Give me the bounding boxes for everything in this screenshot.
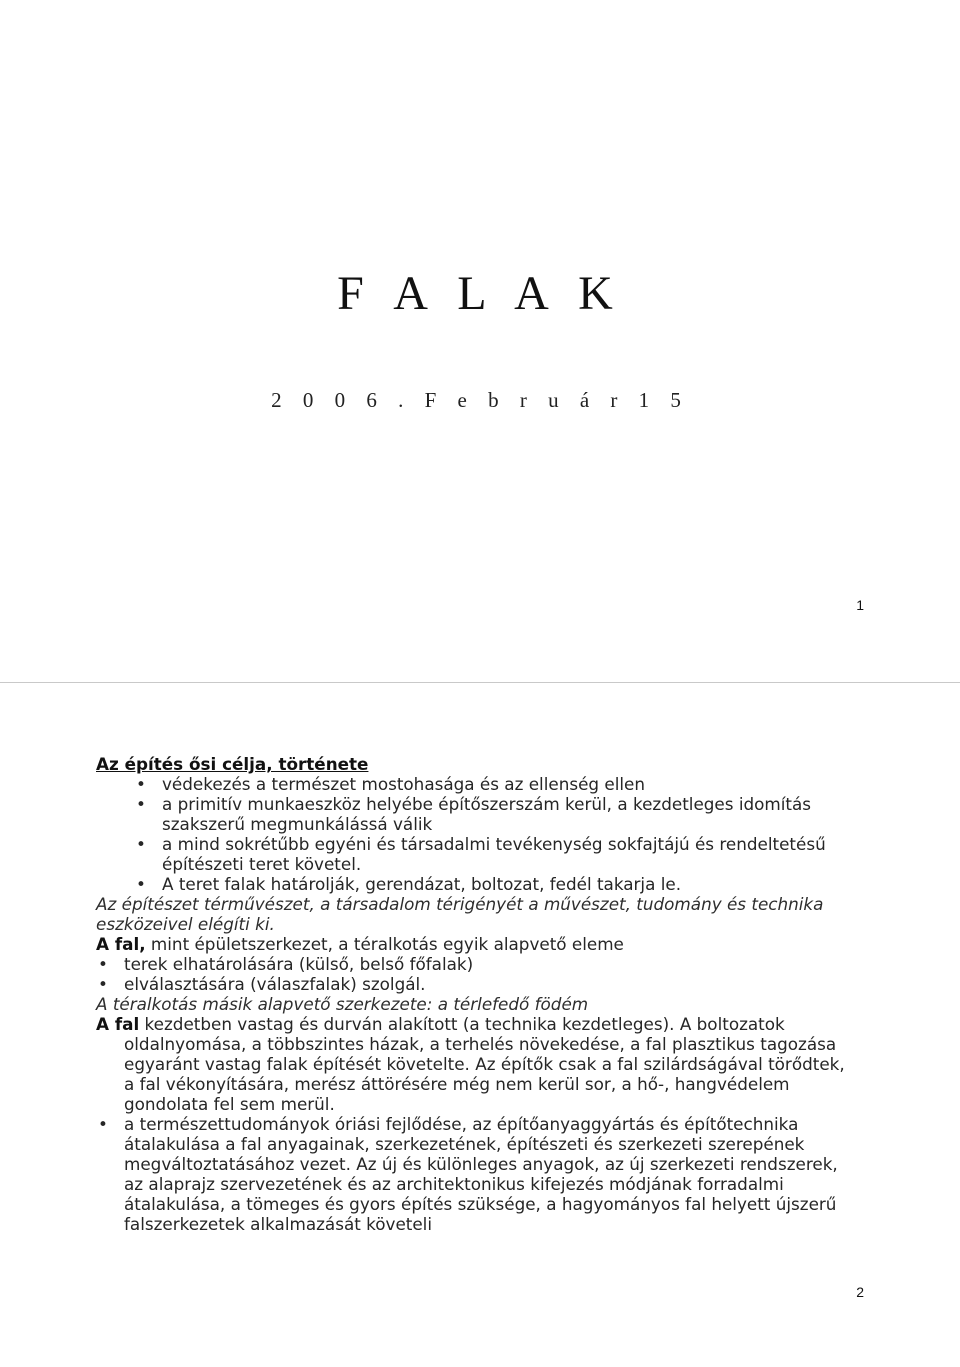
list-item: • terek elhatárolására (külső, belső főfalak) [96, 954, 856, 974]
page-number: 2 [856, 1284, 864, 1300]
wall-term-2: A fal [96, 1014, 140, 1034]
section-heading: Az építés ősi célja, története [96, 754, 369, 774]
list-item: • elválasztására (válaszfalak) szolgál. [96, 974, 856, 994]
wall-term: A fal, [96, 934, 146, 954]
list-item: • a primitív munkaeszköz helyébe építőszerszám kerül, a kezdetleges idomítás szakszerű megmunkálássá válik [96, 794, 856, 834]
page-number: 1 [856, 597, 864, 613]
list-item: • a természettudományok óriási fejlődése, az építőanyaggyártás és építőtechnika átalakulása a fal anyagainak, szerkezetének, építészeti és szerkezeti szerepének megváltoztatásához vezet. Az új és különleges anyagok, az új szerkezeti rendszerek, az alaprajz szervezetének és az architektonikus kifejezés módjának forradalmi átalakulása, a tömeges és gyors építés szüksége, a hagyományos fal helyett újszerű falszerkezetek alkalmazását követeli [96, 1114, 856, 1234]
wall-definition [96, 934, 856, 954]
slide-1 [0, 0, 960, 682]
slide-date: 2 0 0 6 . F e b r u á r 1 5 [271, 388, 689, 412]
wall-history-text: kezdetben vastag és durván alakított (a technika kezdetleges). A boltozatok oldalnyomása, a többszintes házak, a terhelés növekedése, a fal plasztikus tagozása egyaránt vastag falak építését követelte. Az építők csak a fal szilárdságával törődtek, a fal vékonyítására, merész áttörésére még nem kerül sor, a hő-, hangvédelem gondolata fel sem merül. [124, 1014, 845, 1114]
italic-statement-2: A téralkotás másik alapvető szerkezete: a térlefedő födém [96, 994, 589, 1014]
italic-statement: Az építészet térművészet, a társadalom térigényét a művészet, tudomány és technika eszközeivel elégíti ki. [96, 894, 824, 934]
slide-title: F A L A K [337, 267, 623, 320]
slide-2 [0, 683, 960, 1367]
slide-content [96, 754, 856, 1234]
wall-history-paragraph [96, 1014, 856, 1114]
list-item: • A teret falak határolják, gerendázat, boltozat, fedél takarja le. [96, 874, 856, 894]
list-item: • védekezés a természet mostohasága és az ellenség ellen [96, 774, 856, 794]
wall-definition-text: mint épületszerkezet, a téralkotás egyik alapvető eleme [145, 934, 624, 954]
list-item: • a mind sokrétűbb egyéni és társadalmi tevékenység sokfajtájú és rendeltetésű építészeti teret követel. [96, 834, 856, 874]
